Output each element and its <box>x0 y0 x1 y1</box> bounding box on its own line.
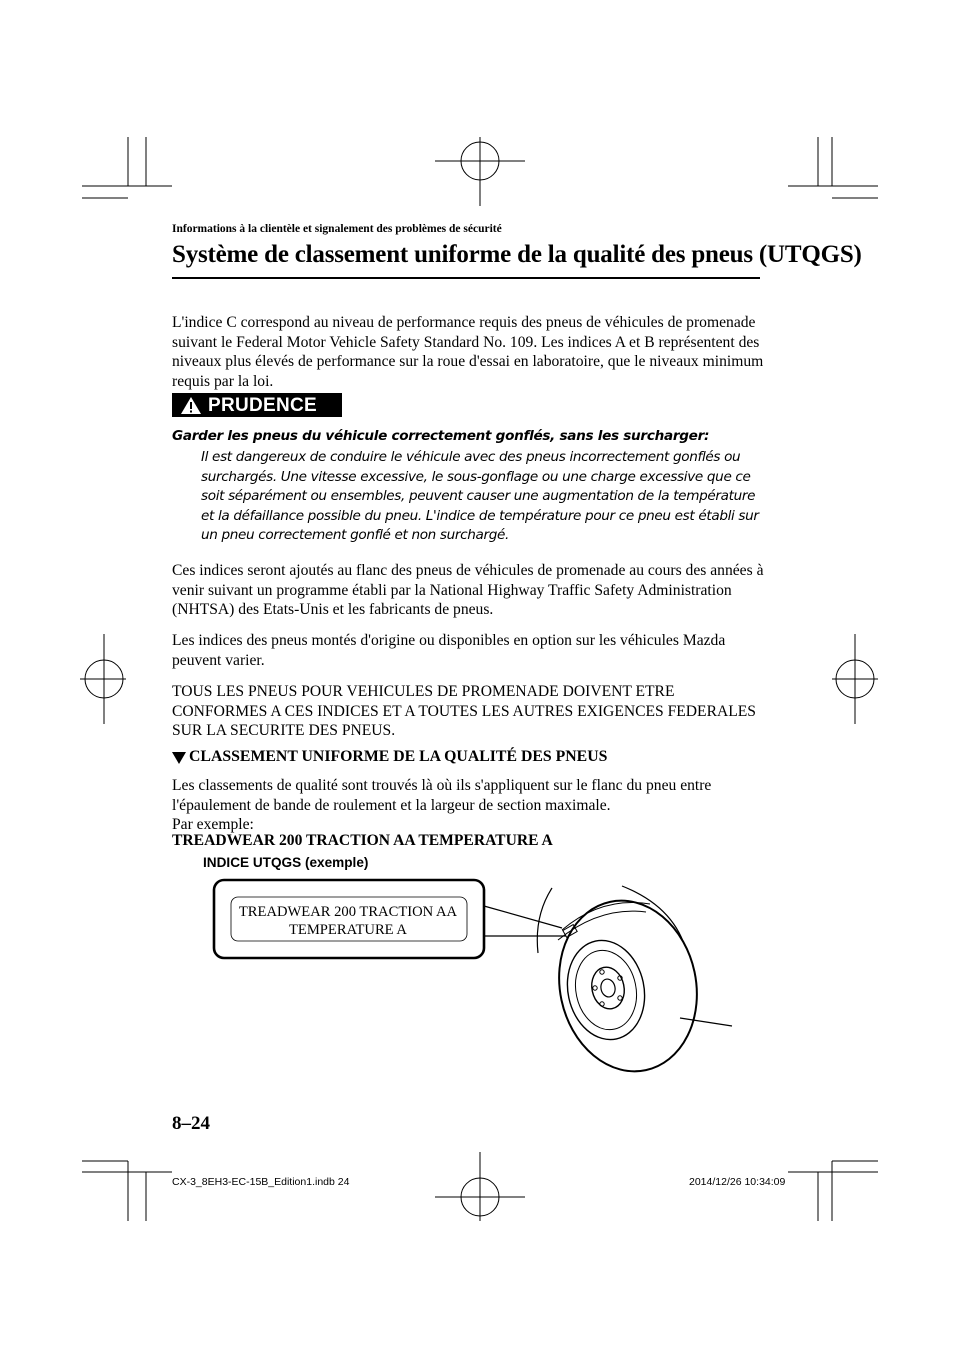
paragraph-classements <box>172 776 764 835</box>
footer-timestamp: 2014/12/26 10:34:09 <box>689 1176 786 1188</box>
callout-text <box>232 903 464 939</box>
classements-text: Les classements de qualité sont trouvés là où ils s'appliquent sur le flanc du pneu entre l'épaulement de bande de roulement et la largeur de section maximale. <box>172 777 712 814</box>
figure-caption: INDICE UTQGS (exemple) <box>203 855 369 870</box>
breadcrumb: Informations à la clientèle et signalement des problèmes de sécurité <box>172 223 502 235</box>
callout-line-1: TREADWEAR 200 TRACTION AA <box>238 904 458 920</box>
caution-heading: Garder les pneus du véhicule correctement gonflés, sans les surcharger: <box>172 428 710 444</box>
section-heading: CLASSEMENT UNIFORME DE LA QUALITÉ DES PNEUS <box>189 748 608 765</box>
paragraph-indice-c: L'indice C correspond au niveau de performance requis des pneus de véhicules de promenade suivant le Federal Motor Vehicle Safety Standard No. 109. Les indices A et B représentent des niveaux plus élevés de performance sur la roue d'essai en laboratoire, que le niveaux minimum requis par la loi. <box>172 314 764 390</box>
footer-file-info: CX-3_8EH3-EC-15B_Edition1.indb 24 <box>172 1176 350 1188</box>
section-triangle-icon <box>172 752 186 764</box>
example-value: TREADWEAR 200 TRACTION AA TEMPERATURE A <box>172 832 553 849</box>
page-title: Système de classement uniforme de la qualité des pneus (UTQGS) <box>172 241 862 268</box>
caution-text: Il est dangereux de conduire le véhicule avec des pneus incorrectement gonflés ou surchargés. Une vitesse excessive, le sous-gonflage ou une charge excessive que ce soit séparément ou ensembles, peuvent causer une augmentation de la température et la défaillance possible du pneu. L'indice de température pour ce pneu est établi sur un pneu correctement gonflé et non surchargé. <box>201 449 759 543</box>
paragraph-mazda: Les indices des pneus montés d'origine ou disponibles en option sur les véhicules Mazda peuvent varier. <box>172 632 726 669</box>
title-divider <box>172 277 760 279</box>
callout-line-2: TEMPERATURE A <box>289 922 407 938</box>
paragraph-federal: TOUS LES PNEUS POUR VEHICULES DE PROMENADE DOIVENT ETRE CONFORMES A CES INDICES ET A TOUTES LES AUTRES EXIGENCES FEDERALES SUR LA SECURITE DES PNEUS. <box>172 683 756 740</box>
warning-triangle-icon <box>180 396 202 415</box>
caution-label: PRUDENCE <box>208 395 318 416</box>
example-label: Par exemple: <box>172 816 254 834</box>
page-number: 8–24 <box>172 1113 210 1134</box>
paragraph-nhtsa: Ces indices seront ajoutés au flanc des pneus de véhicules de promenade au cours des années à venir suivant un programme établi par la National Highway Traffic Safety Administration (NHTSA) des Etats-Unis et les fabricants de pneus. <box>172 562 764 619</box>
